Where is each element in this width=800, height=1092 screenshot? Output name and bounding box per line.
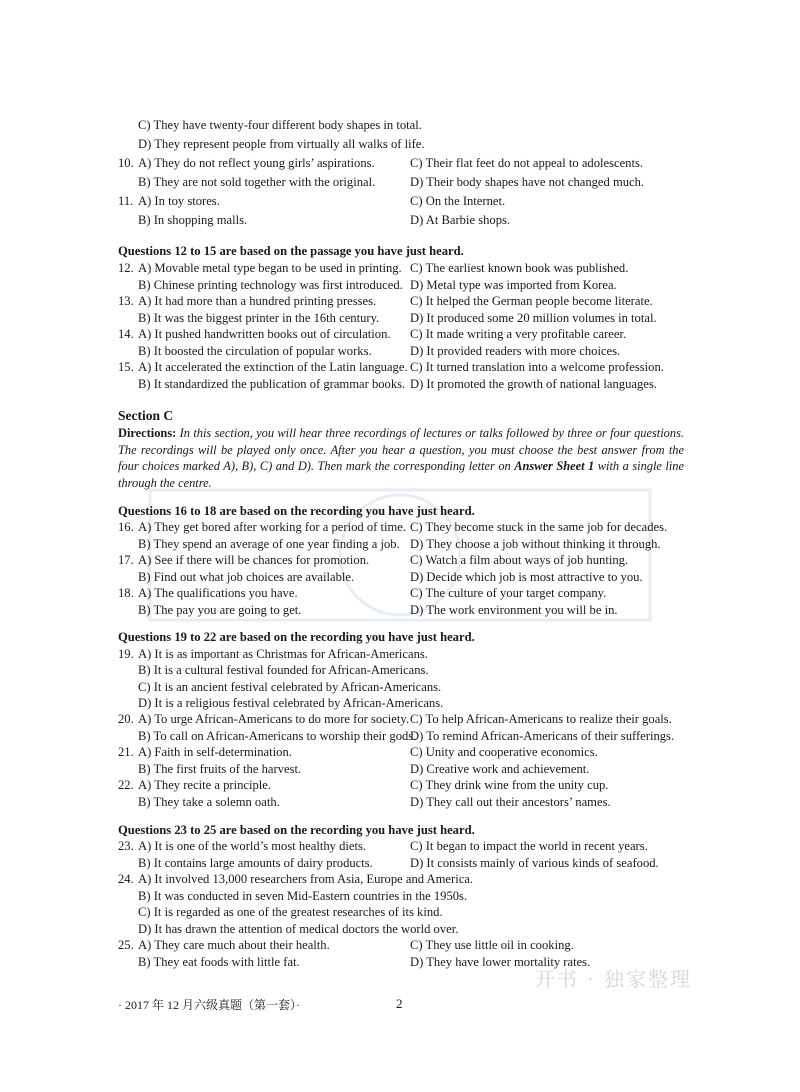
directions-label: Directions: — [118, 426, 177, 440]
question-20-option-b: B) To call on African-Americans to worship their gods. — [138, 729, 417, 743]
question-18-option-c: C) The culture of your target company. — [410, 586, 607, 600]
question-21-option-d: D) Creative work and achievement. — [410, 762, 590, 776]
question-11-option-d: D) At Barbie shops. — [410, 213, 511, 227]
page-footer: · 2017 年 12 月六级真题（第一套）· — [118, 998, 300, 1012]
question-13-option-c: C) It helped the German people become literate. — [410, 294, 653, 308]
question-23-option-a: 23. A) It is one of the world’s most healthy diets. — [118, 839, 367, 853]
question-18-option-d: D) The work environment you will be in. — [410, 603, 618, 617]
question-16-option-b: B) They spend an average of one year finding a job. — [138, 537, 400, 551]
question-10-option-a: 10. A) They do not reflect young girls’ aspirations. — [118, 156, 375, 170]
question-11-option-c: C) On the Internet. — [410, 194, 506, 208]
question-15-option-b: B) It standardized the publication of grammar books. — [138, 377, 406, 391]
question-15-option-a: 15. A) It accelerated the extinction of the Latin language. — [118, 360, 408, 374]
question-18-option-b: B) The pay you are going to get. — [138, 603, 302, 617]
question-22-option-c: C) They drink wine from the unity cup. — [410, 778, 609, 792]
question-16-option-c: C) They become stuck in the same job for decades. — [410, 520, 668, 534]
question-11-option-a: 11. A) In toy stores. — [118, 194, 220, 208]
question-18-option-a: 18. A) The qualifications you have. — [118, 586, 298, 600]
question-16-option-d: D) They choose a job without thinking it through. — [410, 537, 661, 551]
question-13-option-a: 13. A) It had more than a hundred printing presses. — [118, 294, 377, 308]
section-title: Section C — [118, 408, 174, 423]
question-14-option-a: 14. A) It pushed handwritten books out of circulation. — [118, 327, 391, 341]
question-12-option-c: C) The earliest known book was published. — [410, 261, 629, 275]
section-heading: Questions 19 to 22 are based on the recording you have just heard. — [118, 630, 475, 644]
option-line: D) They represent people from virtually all walks of life. — [138, 137, 425, 151]
question-10-option-b: B) They are not sold together with the original. — [138, 175, 376, 189]
question-17-option-d: D) Decide which job is most attractive to you. — [410, 570, 643, 584]
question-20-option-a: 20. A) To urge African-Americans to do more for society. — [118, 712, 409, 726]
question-16-option-a: 16. A) They get bored after working for a period of time. — [118, 520, 406, 534]
question-14-option-c: C) It made writing a very profitable career. — [410, 327, 627, 341]
question-22-option-a: 22. A) They recite a principle. — [118, 778, 271, 792]
question-12-option-b: B) Chinese printing technology was first introduced. — [138, 278, 403, 292]
page-number: 2 — [396, 996, 403, 1011]
question-10-option-d: D) Their body shapes have not changed much. — [410, 175, 645, 189]
question-13-option-b: B) It was the biggest printer in the 16th century. — [138, 311, 380, 325]
question-12-option-d: D) Metal type was imported from Korea. — [410, 278, 617, 292]
question-23-option-c: C) It began to impact the world in recent years. — [410, 839, 648, 853]
section-heading: Questions 23 to 25 are based on the recording you have just heard. — [118, 823, 475, 837]
question-21-option-a: 21. A) Faith in self-determination. — [118, 745, 292, 759]
question-19-option-b: B) It is a cultural festival founded for African-Americans. — [138, 663, 429, 677]
section-heading: Questions 16 to 18 are based on the recording you have just heard. — [118, 504, 475, 518]
question-17-option-a: 17. A) See if there will be chances for promotion. — [118, 553, 370, 567]
section-heading: Questions 12 to 15 are based on the passage you have just heard. — [118, 244, 464, 258]
question-17-option-b: B) Find out what job choices are available. — [138, 570, 355, 584]
question-24-option-d: D) It has drawn the attention of medical doctors the world over. — [138, 922, 459, 936]
question-24-option-a: 24. A) It involved 13,000 researchers from Asia, Europe and America. — [118, 872, 474, 886]
question-22-option-d: D) They call out their ancestors’ names. — [410, 795, 611, 809]
question-15-option-c: C) It turned translation into a welcome profession. — [410, 360, 664, 374]
question-12-option-a: 12. A) Movable metal type began to be used in printing. — [118, 261, 402, 275]
question-10-option-c: C) Their flat feet do not appeal to adolescents. — [410, 156, 644, 170]
question-17-option-c: C) Watch a film about ways of job hunting. — [410, 553, 629, 567]
question-19-option-a: 19. A) It is as important as Christmas for African-Americans. — [118, 647, 428, 661]
option-line: C) They have twenty-four different body shapes in total. — [138, 118, 422, 132]
question-24-option-b: B) It was conducted in seven Mid-Eastern countries in the 1950s. — [138, 889, 468, 903]
directions: Directions: In this section, you will hear three recordings of lectures or talks followed by three or four questions. The recordings will be played only once. After you hear a question, you must choose the best answer from the four choices marked A), B), C) and D). Then mark the corresponding letter on Answer Sheet 1 with a single line through the centre. — [118, 426, 684, 490]
question-13-option-d: D) It produced some 20 million volumes in total. — [410, 311, 657, 325]
question-22-option-b: B) They take a solemn oath. — [138, 795, 280, 809]
question-19-option-c: C) It is an ancient festival celebrated by African-Americans. — [138, 680, 442, 694]
question-24-option-c: C) It is regarded as one of the greatest researches of its kind. — [138, 905, 443, 919]
question-23-option-b: B) It contains large amounts of dairy products. — [138, 856, 373, 870]
question-15-option-d: D) It promoted the growth of national languages. — [410, 377, 657, 391]
question-14-option-d: D) It provided readers with more choices. — [410, 344, 621, 358]
question-14-option-b: B) It boosted the circulation of popular works. — [138, 344, 372, 358]
question-25-option-b: B) They eat foods with little fat. — [138, 955, 300, 969]
question-20-option-d: D) To remind African-Americans of their sufferings. — [410, 729, 675, 743]
watermark-text: 开书 · 独家整理 — [534, 967, 692, 991]
question-11-option-b: B) In shopping malls. — [138, 213, 248, 227]
question-23-option-d: D) It consists mainly of various kinds of seafood. — [410, 856, 659, 870]
question-21-option-b: B) The first fruits of the harvest. — [138, 762, 302, 776]
question-25-option-d: D) They have lower mortality rates. — [410, 955, 591, 969]
question-19-option-d: D) It is a religious festival celebrated by African-Americans. — [138, 696, 444, 710]
question-21-option-c: C) Unity and cooperative economics. — [410, 745, 598, 759]
question-25-option-c: C) They use little oil in cooking. — [410, 938, 574, 952]
question-25-option-a: 25. A) They care much about their health. — [118, 938, 330, 952]
question-20-option-c: C) To help African-Americans to realize their goals. — [410, 712, 672, 726]
